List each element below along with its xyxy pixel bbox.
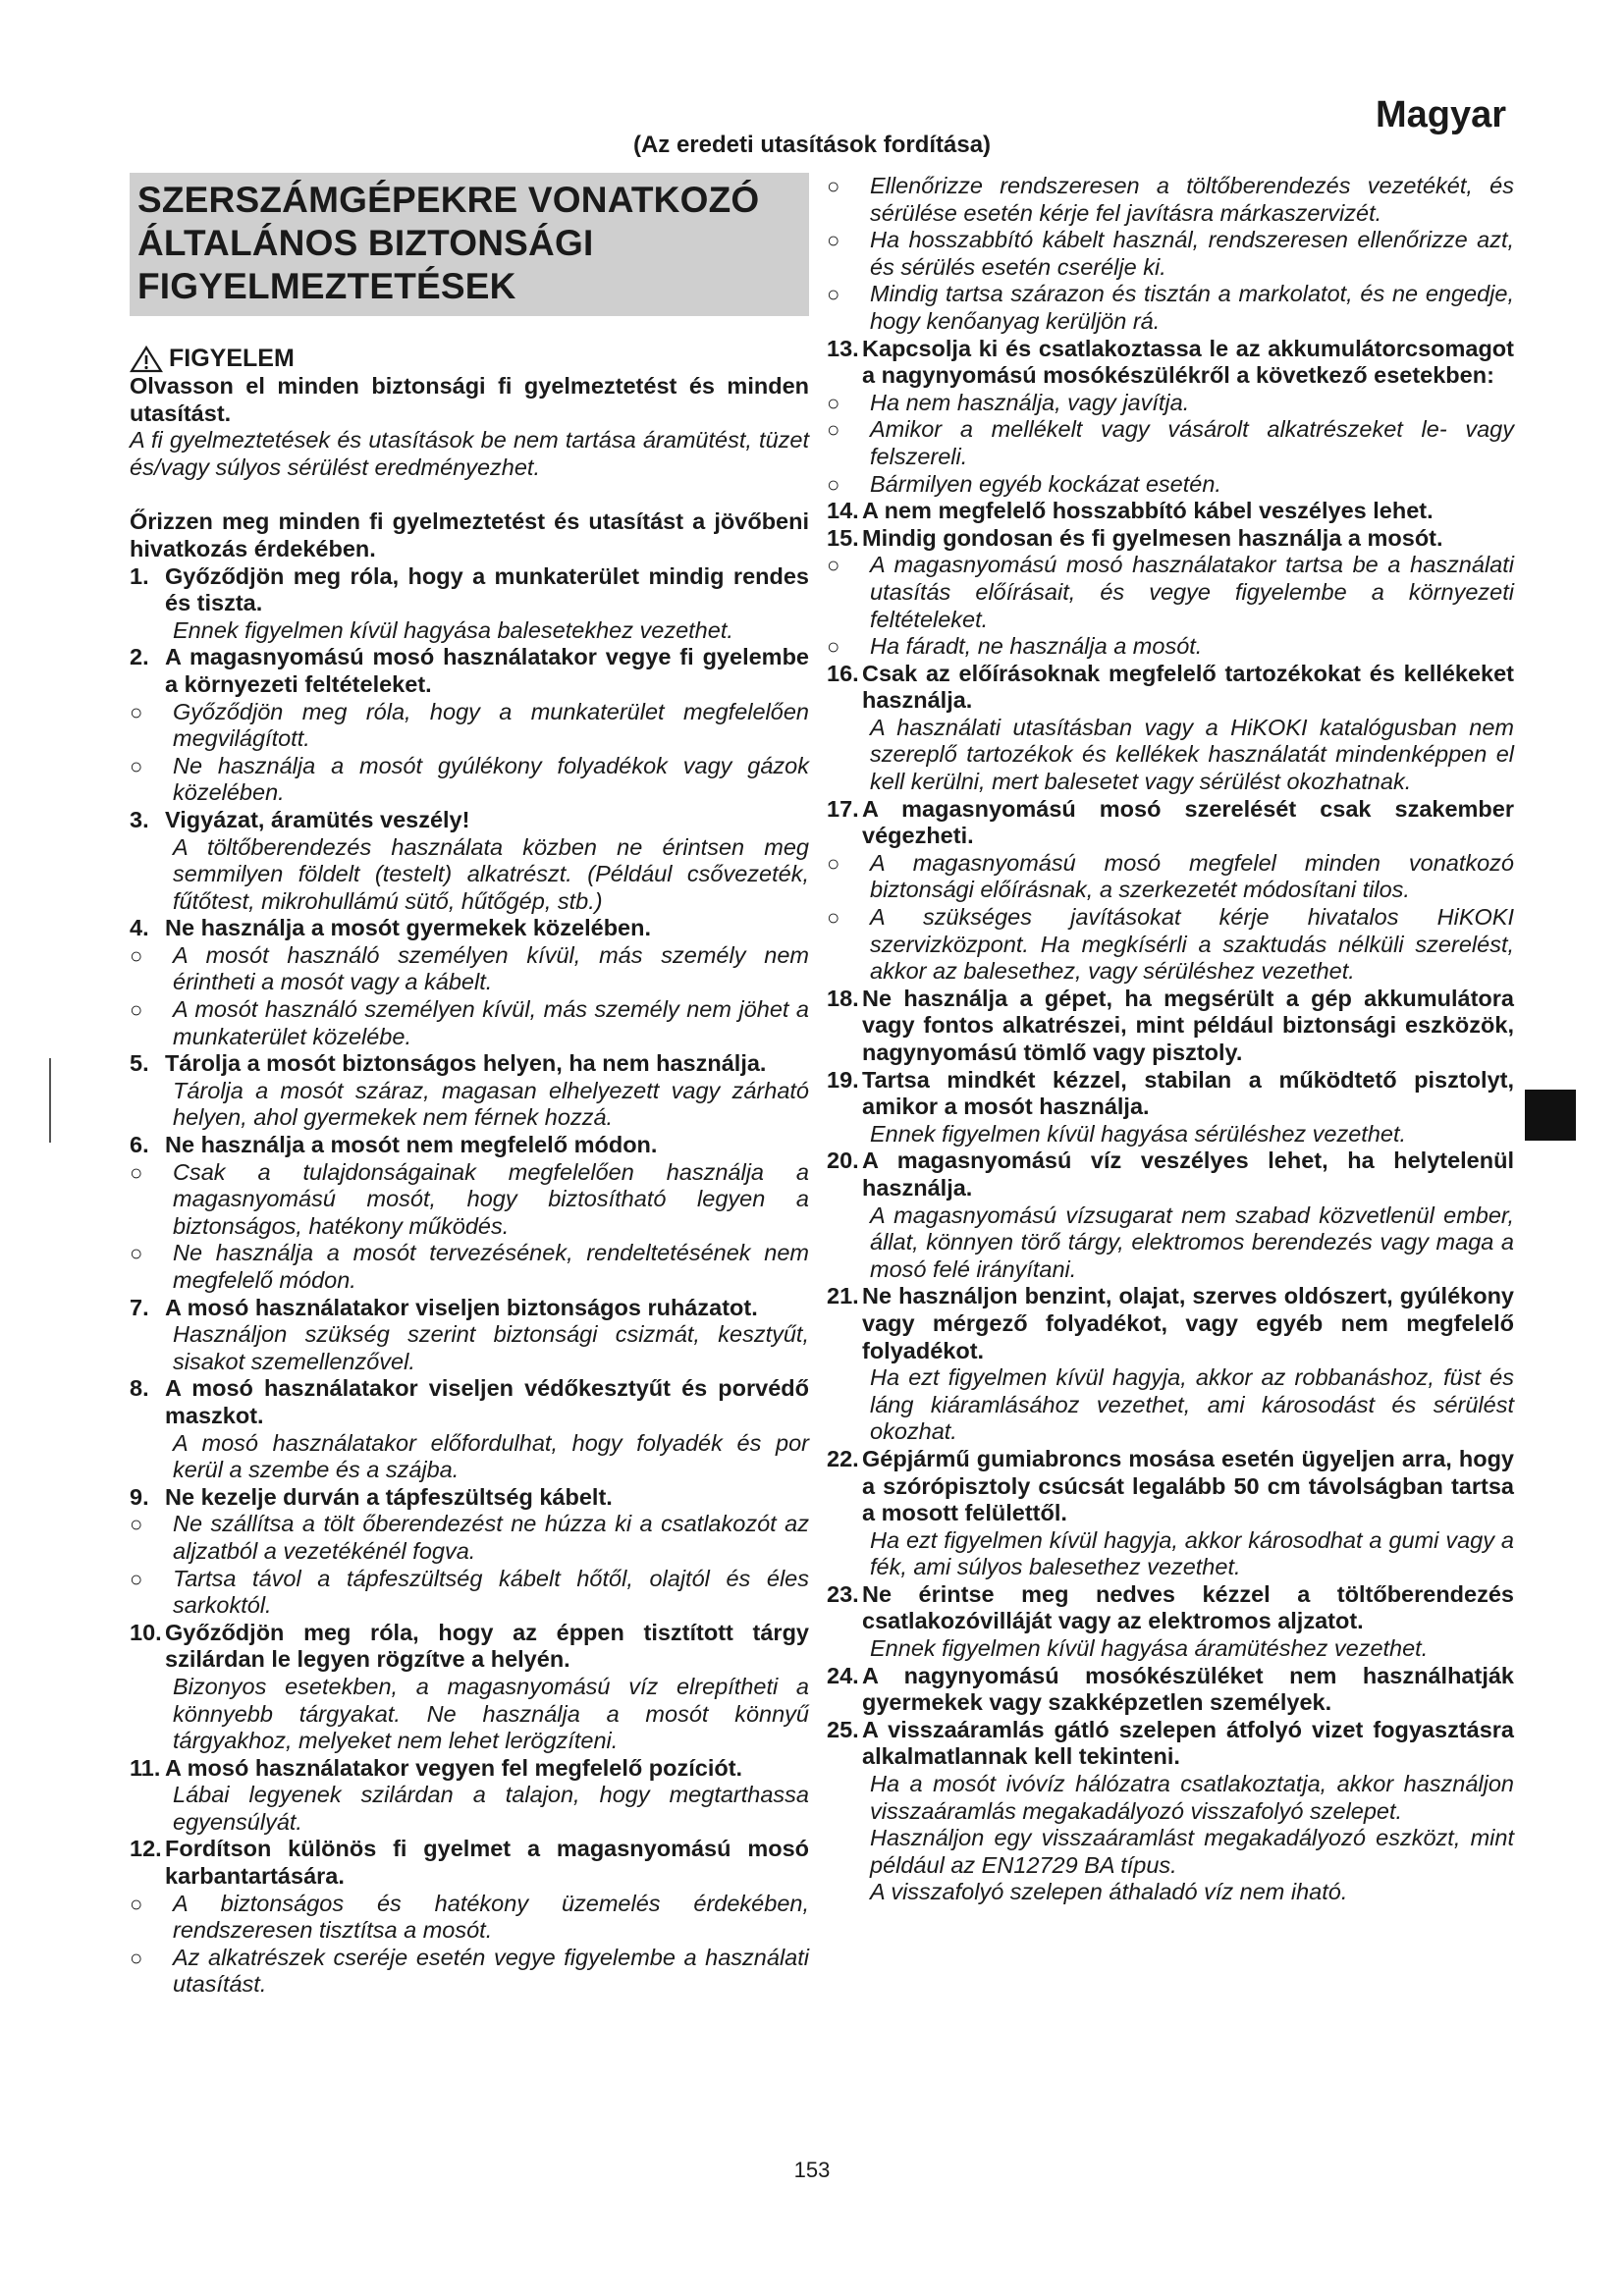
list-item: 11. A mosó használatakor vegyen fel megfelelő pozíciót. bbox=[130, 1754, 743, 1781]
circle-bullet-icon: ○ bbox=[130, 1512, 143, 1537]
bullet-item: ○ Mindig tartsa szárazon és tisztán a markolatot, és ne engedje, hogy kenőanyag kerüljön rá. bbox=[827, 281, 1514, 334]
item-note: Bizonyos esetekben, a magasnyomású víz elrepítheti a könnyebb tárgyakat. Ne használja a mosót könnyű tárgyakhoz, melyeket nem lehet lerögzíteni. bbox=[173, 1673, 809, 1754]
circle-bullet-icon: ○ bbox=[130, 1159, 143, 1185]
page-number: 153 bbox=[793, 2158, 831, 2182]
bullet-item: ○ Ne szállítsa a tölt őberendezést ne húzza ki a csatlakozót az aljzatból a vezetékénél fogva. bbox=[130, 1511, 809, 1564]
circle-bullet-icon: ○ bbox=[827, 905, 840, 931]
item-note: Ha a mosót ivóvíz hálózatra csatlakoztatja, akkor használjon visszaáramlás megakadályozó visszafolyó szelepet. bbox=[870, 1771, 1514, 1824]
list-item: 6. Ne használja a mosót nem megfelelő módon. bbox=[130, 1132, 658, 1158]
list-item: 8. A mosó használatakor viseljen védőkesztyűt és porvédő maszkot. bbox=[130, 1375, 809, 1428]
circle-bullet-icon: ○ bbox=[827, 390, 840, 415]
circle-bullet-icon: ○ bbox=[827, 174, 840, 198]
circle-bullet-icon: ○ bbox=[827, 417, 840, 443]
bullet-item: ○ Tartsa távol a tápfeszültség kábelt hőtől, olajtól és éles sarkoktól. bbox=[130, 1565, 809, 1619]
circle-bullet-icon: ○ bbox=[130, 942, 143, 968]
item-note: Ennek figyelmen kívül hagyása áramütéshez vezethet. bbox=[870, 1635, 1429, 1662]
list-item: 22. Gépjármű gumiabroncs mosása esetén ügyeljen arra, hogy a szórópisztoly csúcsát legalább 50 cm távolságban tartsa a mosott felülettől. bbox=[827, 1445, 1514, 1526]
item-note: A használati utasításban vagy a HiKOKI katalógusban nem szereplő tartozékok és kellékek használatát mindenképpen el kell kerülni, mert balesetet vagy sérülést okozhatnak. bbox=[870, 714, 1514, 795]
list-item: 15. Mindig gondosan és fi gyelmesen használja a mosót. bbox=[827, 524, 1443, 551]
warning-triangle-icon bbox=[130, 346, 163, 373]
list-item: 5. Tárolja a mosót biztonságos helyen, ha nem használja. bbox=[130, 1050, 767, 1077]
thumb-tab-marker bbox=[1525, 1090, 1576, 1141]
item-note: Ha ezt figyelmen kívül hagyja, akkor károsodhat a gumi vagy a fék, ami súlyos balesethez vezethet. bbox=[870, 1526, 1514, 1580]
item-note: Használjon egy visszaáramlást megakadályozó eszközt, mint például az EN12729 BA típus. bbox=[870, 1825, 1514, 1878]
warning-italic-text: A fi gyelmeztetések és utasítások be nem tartása áramütést, tüzet és/vagy súlyos sérülést eredményezhet. bbox=[130, 427, 809, 480]
circle-bullet-icon: ○ bbox=[130, 1945, 143, 1970]
circle-bullet-icon: ○ bbox=[827, 228, 840, 253]
circle-bullet-icon: ○ bbox=[827, 553, 840, 578]
warning-bold-text: Olvasson el minden biztonsági fi gyelmeztetést és minden utasítást. bbox=[130, 373, 809, 426]
item-note: Tárolja a mosót száraz, magasan elhelyezett vagy zárható helyen, ahol gyermekek nem férnek hozzá. bbox=[173, 1077, 809, 1131]
bullet-item: ○ A magasnyomású mosó használatakor tartsa be a használati utasítás előírásait, és vegye figyelembe a környezeti feltételeket. bbox=[827, 552, 1514, 632]
list-item: 10. Győződjön meg róla, hogy az éppen tisztított tárgy szilárdan le legyen rögzítve a helyén. bbox=[130, 1619, 809, 1673]
circle-bullet-icon: ○ bbox=[130, 1566, 143, 1591]
translation-subtitle: (Az eredeti utasítások fordítása) bbox=[632, 132, 992, 158]
warning-label: FIGYELEM bbox=[169, 345, 295, 373]
bullet-item: ○ Ne használja a mosót gyúlékony folyadékok vagy gázok közelében. bbox=[130, 752, 809, 806]
bullet-item: ○ Ha hosszabbító kábelt használ, rendszeresen ellenőrizze azt, és sérülés esetén cserélje ki. bbox=[827, 227, 1514, 280]
list-item: 16. Csak az előírásoknak megfelelő tartozékokat és kellékeket használja. bbox=[827, 660, 1514, 714]
page-title: SZERSZÁMGÉPEKRE VONATKOZÓ ÁLTALÁNOS BIZTONSÁGI FIGYELMEZTETÉSEK bbox=[130, 173, 809, 316]
list-item: 24. A nagynyomású mosókészüléket nem használhatják gyermekek vagy szakképzetlen személyek. bbox=[827, 1662, 1514, 1716]
warning-heading bbox=[130, 346, 809, 373]
list-item: 3. Vigyázat, áramütés veszély! bbox=[130, 806, 470, 832]
circle-bullet-icon: ○ bbox=[130, 997, 143, 1023]
item-note: Ennek figyelmen kívül hagyása balesetekhez vezethet. bbox=[173, 616, 733, 643]
bullet-item: ○ Ellenőrizze rendszeresen a töltőberendezés vezetékét, és sérülése esetén kérje fel javításra márkaszervizét. bbox=[827, 173, 1514, 226]
bullet-item: ○ Az alkatrészek cseréje esetén vegye figyelembe a használati utasítást. bbox=[130, 1944, 809, 1998]
list-item: 20. A magasnyomású víz veszélyes lehet, ha helytelenül használja. bbox=[827, 1148, 1514, 1201]
bullet-item: ○ Csak a tulajdonságainak megfelelően használja a magasnyomású mosót, hogy biztosítható legyen a biztonságos, hatékony működés. bbox=[130, 1158, 809, 1239]
circle-bullet-icon: ○ bbox=[130, 753, 143, 778]
list-item: 4. Ne használja a mosót gyermekek közelében. bbox=[130, 915, 652, 941]
list-item: 23. Ne érintse meg nedves kézzel a töltőberendezés csatlakozóvilláját vagy az elektromos aljzatot. bbox=[827, 1580, 1514, 1634]
circle-bullet-icon: ○ bbox=[827, 282, 840, 307]
bullet-item: ○ A szükséges javításokat kérje hivatalos HiKOKI szervizközpont. Ha megkísérli a szaktudás nélküli szerelést, akkor az balesethez, vagy sérüléshez vezethet. bbox=[827, 904, 1514, 985]
item-note: Lábai legyenek szilárdan a talajon, hogy megtarthassa egyensúlyát. bbox=[173, 1782, 809, 1835]
circle-bullet-icon: ○ bbox=[130, 699, 143, 724]
list-item: 13. Kapcsolja ki és csatlakoztassa le az akkumulátorcsomagot a nagynyomású mosókészülékről a következő esetekben: bbox=[827, 335, 1514, 389]
item-note: A magasnyomású vízsugarat nem szabad közvetlenül ember, állat, könnyen törő tárgy, elektromos berendezés vagy maga a mosó felé irányítani. bbox=[870, 1201, 1514, 1282]
item-note: Ha ezt figyelmen kívül hagyja, akkor az robbanáshoz, füst és láng kiáramlásához vezethet, ami károsodást és sérülést okozhat. bbox=[870, 1364, 1514, 1445]
item-note: A visszafolyó szelepen áthaladó víz nem iható. bbox=[870, 1879, 1348, 1905]
list-item: 17. A magasnyomású mosó szerelését csak szakember végezheti. bbox=[827, 795, 1514, 849]
bullet-item: ○ A biztonságos és hatékony üzemelés érdekében, rendszeresen tisztítsa a mosót. bbox=[130, 1890, 809, 1944]
circle-bullet-icon: ○ bbox=[130, 1241, 143, 1266]
bullet-item: ○ Ha fáradt, ne használja a mosót. bbox=[827, 633, 1203, 660]
bullet-item: ○ Ne használja a mosót tervezésének, rendeltetésének nem megfelelő módon. bbox=[130, 1240, 809, 1293]
bullet-item: ○ A mosót használó személyen kívül, más személy nem érintheti a mosót vagy a kábelt. bbox=[130, 941, 809, 995]
bullet-item: ○ Bármilyen egyéb kockázat esetén. bbox=[827, 470, 1221, 497]
list-item: 25. A visszaáramlás gátló szelepen átfolyó vizet fogyasztásra alkalmatlannak kell tekinteni. bbox=[827, 1716, 1514, 1770]
item-note: Használjon szükség szerint biztonsági csizmát, kesztyűt, sisakot szemellenzővel. bbox=[173, 1321, 809, 1374]
bullet-item: ○ Győződjön meg róla, hogy a munkaterület megfelelően megvilágított. bbox=[130, 698, 809, 752]
list-item: 12. Fordítson különös fi gyelmet a magasnyomású mosó karbantartására. bbox=[130, 1836, 809, 1890]
bullet-item: ○ Ha nem használja, vagy javítja. bbox=[827, 389, 1190, 415]
circle-bullet-icon: ○ bbox=[827, 634, 840, 660]
list-item: 2. A magasnyomású mosó használatakor vegye fi gyelembe a környezeti feltételeket. bbox=[130, 644, 809, 697]
right-column bbox=[827, 173, 1514, 1906]
list-item: 14. A nem megfelelő hosszabbító kábel veszélyes lehet. bbox=[827, 498, 1434, 524]
list-item: 18. Ne használja a gépet, ha megsérült a gép akkumulátora vagy fontos alkatrészei, mint például biztonsági eszközök, nagynyomású tömlő vagy pisztoly. bbox=[827, 985, 1514, 1065]
list-item: 7. A mosó használatakor viseljen biztonságos ruházatot. bbox=[130, 1294, 758, 1320]
bullet-item: ○ Amikor a mellékelt vagy vásárolt alkatrészeket le- vagy felszereli. bbox=[827, 416, 1514, 469]
left-column bbox=[130, 173, 809, 1999]
list-item: 9. Ne kezelje durván a tápfeszültség kábelt. bbox=[130, 1483, 613, 1510]
circle-bullet-icon: ○ bbox=[827, 471, 840, 497]
item-note: A töltőberendezés használata közben ne érintsen meg semmilyen földelt (testelt) alkatrészt. (Például csővezeték, fűtőtest, mikrohullámú sütő, hűtőgép, stb.) bbox=[173, 833, 809, 914]
item-note: A mosó használatakor előfordulhat, hogy folyadék és por kerül a szembe és a szájba. bbox=[173, 1429, 809, 1483]
bullet-item: ○ A magasnyomású mosó megfelel minden vonatkozó biztonsági előírásnak, a szerkezetét módosítani tilos. bbox=[827, 849, 1514, 903]
circle-bullet-icon: ○ bbox=[130, 1891, 143, 1916]
warning-keep-text: Őrizzen meg minden fi gyelmeztetést és utasítást a jövőbeni hivatkozás érdekében. bbox=[130, 508, 809, 561]
list-item: 19. Tartsa mindkét kézzel, stabilan a működtető pisztolyt, amikor a mosót használja. bbox=[827, 1066, 1514, 1120]
list-item: 1. Győződjön meg róla, hogy a munkaterület mindig rendes és tiszta. bbox=[130, 562, 809, 616]
language-label: Magyar bbox=[1375, 94, 1506, 135]
circle-bullet-icon: ○ bbox=[827, 850, 840, 876]
list-item: 21. Ne használjon benzint, olajat, szerves oldószert, gyúlékony vagy mérgező folyadékot, vagy egyéb nem megfelelő folyadékot. bbox=[827, 1283, 1514, 1363]
item-note: Ennek figyelmen kívül hagyása sérüléshez vezethet. bbox=[870, 1120, 1407, 1147]
margin-line bbox=[49, 1058, 51, 1143]
bullet-item: ○ A mosót használó személyen kívül, más személy nem jöhet a munkaterület közelébe. bbox=[130, 996, 809, 1049]
